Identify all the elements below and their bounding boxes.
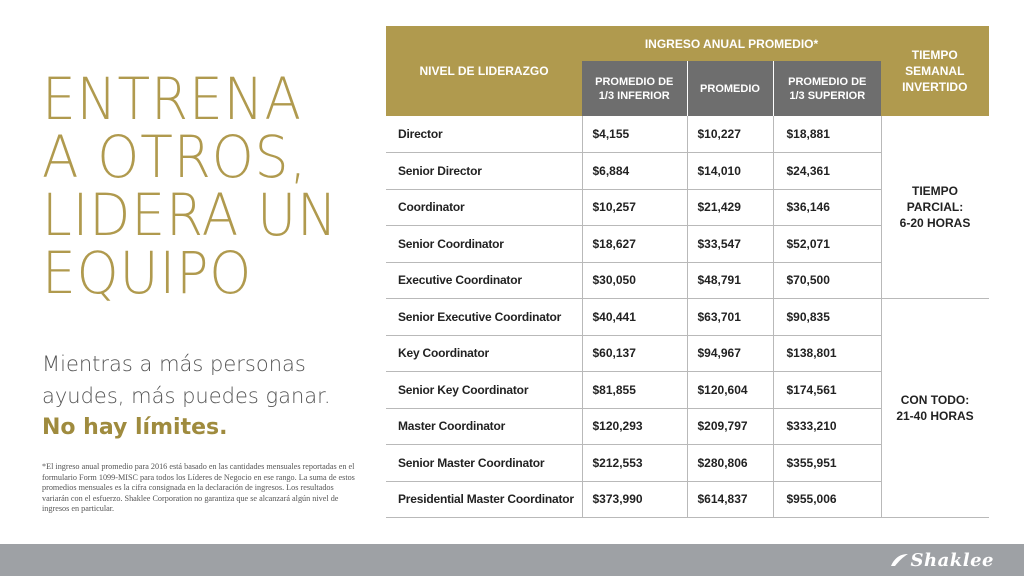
income-table	[386, 26, 989, 518]
subtext-emphasis: No hay límites.	[42, 415, 228, 440]
lower-cell: $212,553	[582, 445, 687, 482]
avg-cell: $21,429	[687, 189, 773, 226]
brand-name: Shaklee	[910, 550, 994, 571]
lower-cell: $30,050	[582, 262, 687, 299]
upper-cell: $36,146	[773, 189, 881, 226]
upper-cell: $333,210	[773, 408, 881, 445]
avg-cell: $14,010	[687, 153, 773, 190]
lower-cell: $81,855	[582, 372, 687, 409]
header-income: INGRESO ANUAL PROMEDIO*	[582, 26, 881, 61]
upper-cell: $355,951	[773, 445, 881, 482]
footnote: *El ingreso anual promedio para 2016 está basado en las cantidades mensuales reportadas en el formulario Form 1099-MISC para todos los Líderes de Negocio en ese rango. La suma de estos promedios mensuales es la cifra consignada en la declaración de ingresos. Los resultados variarán con el esfuerzo. Shaklee Corporation no garantiza que se alcanzará algún nivel de ingresos en particular.	[42, 462, 355, 513]
header-lower	[582, 61, 687, 116]
avg-cell: $94,967	[687, 335, 773, 372]
header-avg: PROMEDIO	[687, 61, 773, 116]
lower-cell: $120,293	[582, 408, 687, 445]
leaf-icon	[889, 553, 909, 567]
header-upper	[773, 61, 881, 116]
time-full-cell	[881, 299, 989, 518]
lower-cell: $18,627	[582, 226, 687, 263]
avg-cell: $614,837	[687, 481, 773, 518]
header-level: NIVEL DE LIDERAZGO	[386, 26, 582, 116]
lower-cell: $10,257	[582, 189, 687, 226]
lower-cell: $6,884	[582, 153, 687, 190]
avg-cell: $48,791	[687, 262, 773, 299]
level-cell: Executive Coordinator	[386, 262, 582, 299]
avg-cell: $33,547	[687, 226, 773, 263]
time-part-line-1: TIEMPO	[911, 184, 958, 198]
level-cell: Key Coordinator	[386, 335, 582, 372]
time-part-line-3: 6-20 HORAS	[899, 216, 971, 230]
header-time-label: TIEMPO SEMANAL INVERTIDO	[902, 48, 968, 94]
upper-cell: $18,881	[773, 116, 881, 153]
headline-line-1: ENTRENA	[42, 65, 302, 133]
avg-cell: $63,701	[687, 299, 773, 336]
level-cell: Senior Director	[386, 153, 582, 190]
level-cell: Presidential Master Coordinator	[386, 481, 582, 518]
upper-cell: $174,561	[773, 372, 881, 409]
subtext-line-1: Mientras a más personas	[42, 352, 306, 376]
time-part-cell	[881, 116, 989, 299]
upper-cell: $90,835	[773, 299, 881, 336]
level-cell: Senior Coordinator	[386, 226, 582, 263]
level-cell: Senior Master Coordinator	[386, 445, 582, 482]
headline-line-3: LIDERA UN	[42, 181, 338, 249]
time-part-line-2: PARCIAL:	[906, 200, 964, 214]
avg-cell: $209,797	[687, 408, 773, 445]
subtext-line-2: ayudes, más puedes ganar.	[42, 384, 331, 408]
level-cell: Coordinator	[386, 189, 582, 226]
brand-logo	[889, 550, 994, 571]
header-lower-label: PROMEDIO DE 1/3 INFERIOR	[595, 75, 674, 102]
upper-cell: $70,500	[773, 262, 881, 299]
upper-cell: $138,801	[773, 335, 881, 372]
header-upper-label: PROMEDIO DE 1/3 SUPERIOR	[788, 75, 867, 102]
table-row	[386, 116, 989, 153]
upper-cell: $24,361	[773, 153, 881, 190]
lower-cell: $40,441	[582, 299, 687, 336]
footer-bar	[0, 544, 1024, 576]
lower-cell: $60,137	[582, 335, 687, 372]
upper-cell: $955,006	[773, 481, 881, 518]
header-time	[881, 26, 989, 116]
subtext	[42, 348, 362, 444]
lower-cell: $373,990	[582, 481, 687, 518]
level-cell: Senior Key Coordinator	[386, 372, 582, 409]
level-cell: Director	[386, 116, 582, 153]
upper-cell: $52,071	[773, 226, 881, 263]
table-row	[386, 299, 989, 336]
headline	[42, 65, 372, 307]
level-cell: Master Coordinator	[386, 408, 582, 445]
lower-cell: $4,155	[582, 116, 687, 153]
time-full-line-1: CON TODO:	[900, 393, 970, 407]
headline-line-2: A OTROS,	[42, 123, 308, 191]
level-cell: Senior Executive Coordinator	[386, 299, 582, 336]
avg-cell: $120,604	[687, 372, 773, 409]
avg-cell: $10,227	[687, 116, 773, 153]
headline-line-4: EQUIPO	[42, 239, 253, 307]
avg-cell: $280,806	[687, 445, 773, 482]
time-full-line-2: 21-40 HORAS	[896, 409, 974, 423]
